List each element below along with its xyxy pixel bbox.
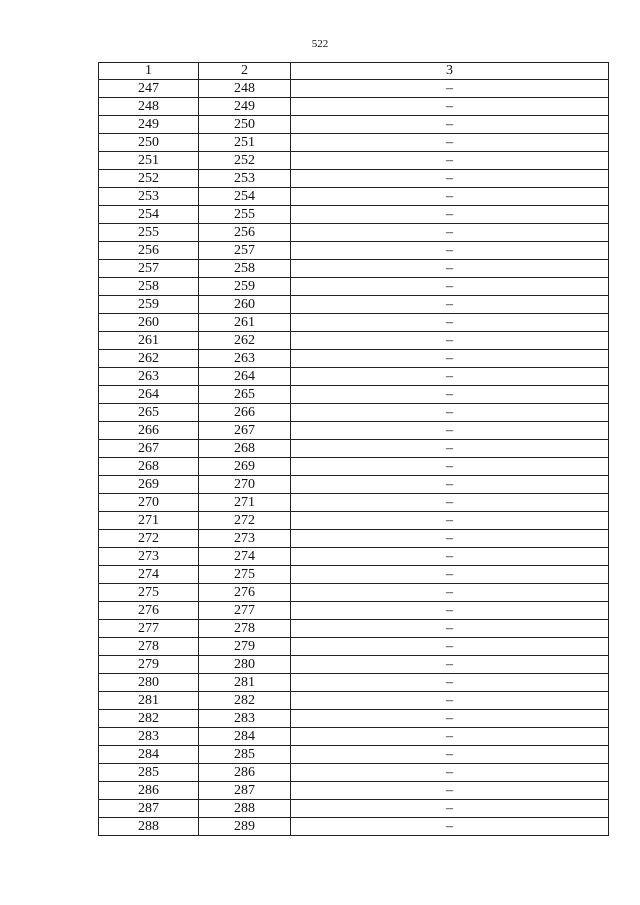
data-table <box>98 62 609 836</box>
table-cell-col-1: 268 <box>99 458 199 476</box>
table-cell-col-1: 273 <box>99 548 199 566</box>
table-row <box>99 512 609 530</box>
table-cell-col-1: 247 <box>99 80 199 98</box>
table-cell-col-3: – <box>291 764 609 782</box>
table-cell-col-2: 255 <box>199 206 291 224</box>
table-cell-col-3: – <box>291 332 609 350</box>
table-cell-col-3: – <box>291 656 609 674</box>
table-row <box>99 260 609 278</box>
table-row <box>99 764 609 782</box>
table-cell-col-1: 259 <box>99 296 199 314</box>
table-row <box>99 188 609 206</box>
table-row <box>99 422 609 440</box>
table-cell-col-1: 274 <box>99 566 199 584</box>
table-cell-col-1: 251 <box>99 152 199 170</box>
table-cell-col-1: 253 <box>99 188 199 206</box>
table-cell-col-2: 251 <box>199 134 291 152</box>
table-cell-col-2: 248 <box>199 80 291 98</box>
table-cell-col-2: 254 <box>199 188 291 206</box>
table-cell-col-2: 285 <box>199 746 291 764</box>
table-cell-col-2: 276 <box>199 584 291 602</box>
table-cell-col-1: 269 <box>99 476 199 494</box>
table-cell-col-3: – <box>291 638 609 656</box>
table-row <box>99 494 609 512</box>
table-cell-col-3: – <box>291 602 609 620</box>
table-cell-col-2: 257 <box>199 242 291 260</box>
table-row <box>99 530 609 548</box>
table-cell-col-1: 280 <box>99 674 199 692</box>
table-cell-col-2: 270 <box>199 476 291 494</box>
table-cell-col-2: 253 <box>199 170 291 188</box>
column-header-2: 2 <box>199 63 291 80</box>
table-row <box>99 674 609 692</box>
table-body <box>99 80 609 836</box>
table-cell-col-1: 262 <box>99 350 199 368</box>
table-cell-col-1: 263 <box>99 368 199 386</box>
table-cell-col-1: 285 <box>99 764 199 782</box>
table-cell-col-1: 282 <box>99 710 199 728</box>
table-cell-col-3: – <box>291 116 609 134</box>
table-cell-col-2: 273 <box>199 530 291 548</box>
table-row <box>99 206 609 224</box>
table-cell-col-2: 261 <box>199 314 291 332</box>
column-header-1: 1 <box>99 63 199 80</box>
table-row <box>99 548 609 566</box>
table-row <box>99 242 609 260</box>
table-cell-col-3: – <box>291 314 609 332</box>
table-cell-col-2: 271 <box>199 494 291 512</box>
table-cell-col-2: 269 <box>199 458 291 476</box>
table-cell-col-2: 267 <box>199 422 291 440</box>
table-cell-col-3: – <box>291 494 609 512</box>
table-row <box>99 278 609 296</box>
table-cell-col-3: – <box>291 476 609 494</box>
table-cell-col-3: – <box>291 548 609 566</box>
table-cell-col-2: 282 <box>199 692 291 710</box>
table-cell-col-3: – <box>291 260 609 278</box>
table-row <box>99 386 609 404</box>
table-cell-col-1: 271 <box>99 512 199 530</box>
table-cell-col-3: – <box>291 296 609 314</box>
table-cell-col-1: 254 <box>99 206 199 224</box>
table-cell-col-2: 274 <box>199 548 291 566</box>
table-cell-col-3: – <box>291 566 609 584</box>
table-cell-col-1: 287 <box>99 800 199 818</box>
table-cell-col-1: 256 <box>99 242 199 260</box>
table-row <box>99 602 609 620</box>
table-cell-col-2: 272 <box>199 512 291 530</box>
table-row <box>99 710 609 728</box>
table-cell-col-2: 284 <box>199 728 291 746</box>
table-cell-col-3: – <box>291 206 609 224</box>
table-cell-col-3: – <box>291 278 609 296</box>
table-row <box>99 656 609 674</box>
column-header-3: 3 <box>291 63 609 80</box>
table-cell-col-1: 275 <box>99 584 199 602</box>
table-row <box>99 152 609 170</box>
table-cell-col-1: 265 <box>99 404 199 422</box>
table-cell-col-3: – <box>291 404 609 422</box>
table-cell-col-3: – <box>291 818 609 836</box>
table-cell-col-1: 279 <box>99 656 199 674</box>
table-cell-col-2: 262 <box>199 332 291 350</box>
table-cell-col-2: 260 <box>199 296 291 314</box>
table-cell-col-3: – <box>291 422 609 440</box>
table-row <box>99 116 609 134</box>
table-row <box>99 98 609 116</box>
table-cell-col-2: 264 <box>199 368 291 386</box>
table-cell-col-2: 266 <box>199 404 291 422</box>
table-cell-col-1: 284 <box>99 746 199 764</box>
table-row <box>99 692 609 710</box>
table-cell-col-1: 270 <box>99 494 199 512</box>
table-row <box>99 332 609 350</box>
table-cell-col-1: 267 <box>99 440 199 458</box>
table-cell-col-1: 283 <box>99 728 199 746</box>
table-row <box>99 404 609 422</box>
table-cell-col-1: 260 <box>99 314 199 332</box>
table-cell-col-2: 283 <box>199 710 291 728</box>
table-cell-col-1: 249 <box>99 116 199 134</box>
table-row <box>99 638 609 656</box>
table-cell-col-1: 261 <box>99 332 199 350</box>
table-cell-col-3: – <box>291 134 609 152</box>
table-cell-col-3: – <box>291 188 609 206</box>
table-row <box>99 818 609 836</box>
table-cell-col-2: 265 <box>199 386 291 404</box>
table-cell-col-1: 277 <box>99 620 199 638</box>
table-cell-col-3: – <box>291 710 609 728</box>
table-cell-col-2: 249 <box>199 98 291 116</box>
page-number: 522 <box>311 38 329 50</box>
table-cell-col-1: 278 <box>99 638 199 656</box>
table-cell-col-3: – <box>291 224 609 242</box>
table-cell-col-3: – <box>291 98 609 116</box>
table-row <box>99 170 609 188</box>
table-row <box>99 728 609 746</box>
table-cell-col-3: – <box>291 746 609 764</box>
table-cell-col-1: 264 <box>99 386 199 404</box>
table-cell-col-1: 276 <box>99 602 199 620</box>
table-cell-col-3: – <box>291 800 609 818</box>
table-row <box>99 134 609 152</box>
table-row <box>99 224 609 242</box>
table-cell-col-3: – <box>291 458 609 476</box>
table-cell-col-2: 278 <box>199 620 291 638</box>
table-row <box>99 440 609 458</box>
table-cell-col-2: 259 <box>199 278 291 296</box>
table-cell-col-3: – <box>291 242 609 260</box>
table-cell-col-2: 256 <box>199 224 291 242</box>
table-cell-col-3: – <box>291 170 609 188</box>
table-cell-col-1: 281 <box>99 692 199 710</box>
table-cell-col-2: 258 <box>199 260 291 278</box>
table-cell-col-2: 252 <box>199 152 291 170</box>
table-row <box>99 350 609 368</box>
table-cell-col-3: – <box>291 512 609 530</box>
table-row <box>99 368 609 386</box>
table-row <box>99 620 609 638</box>
table-cell-col-3: – <box>291 386 609 404</box>
table-cell-col-2: 280 <box>199 656 291 674</box>
table-cell-col-3: – <box>291 782 609 800</box>
table-cell-col-1: 252 <box>99 170 199 188</box>
table-header-row <box>99 63 609 80</box>
table-cell-col-3: – <box>291 584 609 602</box>
table-cell-col-1: 288 <box>99 818 199 836</box>
table-cell-col-1: 255 <box>99 224 199 242</box>
table-row <box>99 314 609 332</box>
table-cell-col-2: 289 <box>199 818 291 836</box>
table-row <box>99 296 609 314</box>
table-cell-col-1: 257 <box>99 260 199 278</box>
table-cell-col-2: 250 <box>199 116 291 134</box>
table-cell-col-1: 286 <box>99 782 199 800</box>
table-cell-col-2: 287 <box>199 782 291 800</box>
table-cell-col-1: 250 <box>99 134 199 152</box>
table-row <box>99 476 609 494</box>
table-row <box>99 566 609 584</box>
table-cell-col-3: – <box>291 440 609 458</box>
table-cell-col-2: 281 <box>199 674 291 692</box>
table-cell-col-1: 248 <box>99 98 199 116</box>
table-row <box>99 800 609 818</box>
table-row <box>99 458 609 476</box>
table-row <box>99 782 609 800</box>
table-row <box>99 584 609 602</box>
table-cell-col-2: 275 <box>199 566 291 584</box>
table-cell-col-3: – <box>291 692 609 710</box>
table-cell-col-2: 263 <box>199 350 291 368</box>
table-cell-col-3: – <box>291 80 609 98</box>
table-cell-col-3: – <box>291 728 609 746</box>
table-cell-col-3: – <box>291 674 609 692</box>
table-cell-col-2: 279 <box>199 638 291 656</box>
table-cell-col-1: 272 <box>99 530 199 548</box>
table-cell-col-3: – <box>291 530 609 548</box>
table-cell-col-1: 258 <box>99 278 199 296</box>
table-cell-col-3: – <box>291 620 609 638</box>
table-cell-col-2: 268 <box>199 440 291 458</box>
table-cell-col-3: – <box>291 368 609 386</box>
table-row <box>99 80 609 98</box>
table-row <box>99 746 609 764</box>
table-cell-col-1: 266 <box>99 422 199 440</box>
table-cell-col-2: 288 <box>199 800 291 818</box>
table-cell-col-3: – <box>291 152 609 170</box>
table-cell-col-2: 286 <box>199 764 291 782</box>
table-cell-col-3: – <box>291 350 609 368</box>
table-cell-col-2: 277 <box>199 602 291 620</box>
